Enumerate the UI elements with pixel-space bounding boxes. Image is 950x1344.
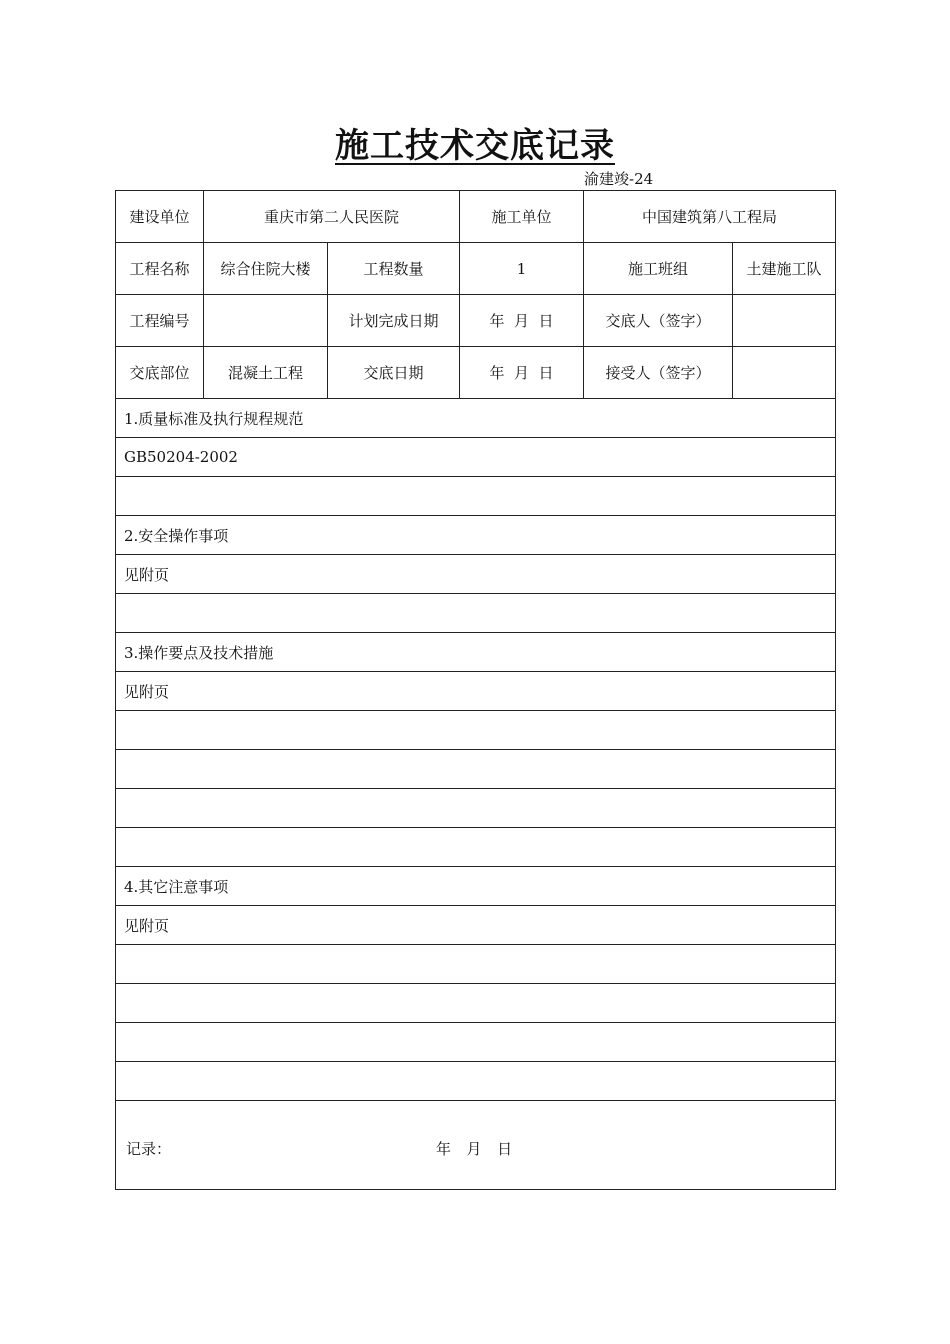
discloser-label: 交底人（签字） xyxy=(584,295,733,347)
section-4-title: 4.其它注意事项 xyxy=(116,867,836,906)
section-4-line-2[interactable] xyxy=(116,945,836,984)
section-2-line-2[interactable] xyxy=(116,594,836,633)
section-3-title: 3.操作要点及技术措施 xyxy=(116,633,836,672)
section-3-line-2[interactable] xyxy=(116,711,836,750)
team-label: 施工班组 xyxy=(584,243,733,295)
record-date: 年 月 日 xyxy=(436,1140,515,1158)
section-3-line-1[interactable]: 见附页 xyxy=(116,672,836,711)
build-unit-label: 建设单位 xyxy=(116,191,204,243)
section-2-title: 2.安全操作事项 xyxy=(116,516,836,555)
section-3-line-5[interactable] xyxy=(116,828,836,867)
plan-date-label: 计划完成日期 xyxy=(328,295,460,347)
receiver-signature[interactable] xyxy=(733,347,836,399)
quantity-label: 工程数量 xyxy=(328,243,460,295)
part-value[interactable]: 混凝土工程 xyxy=(204,347,328,399)
record-cell[interactable] xyxy=(116,1101,836,1190)
build-unit-value[interactable]: 重庆市第二人民医院 xyxy=(204,191,460,243)
section-1-line-1[interactable]: GB50204-2002 xyxy=(116,438,836,477)
header-row-3 xyxy=(116,295,836,347)
construct-unit-label: 施工单位 xyxy=(460,191,584,243)
disclose-date-label: 交底日期 xyxy=(328,347,460,399)
quantity-value[interactable]: 1 xyxy=(460,243,584,295)
section-2-line-1[interactable]: 见附页 xyxy=(116,555,836,594)
part-label: 交底部位 xyxy=(116,347,204,399)
team-value[interactable]: 土建施工队 xyxy=(733,243,836,295)
discloser-signature[interactable] xyxy=(733,295,836,347)
section-3-line-3[interactable] xyxy=(116,750,836,789)
section-1-line-2[interactable] xyxy=(116,477,836,516)
header-row-1 xyxy=(116,191,836,243)
plan-date-value[interactable]: 年 月 日 xyxy=(460,295,584,347)
receiver-label: 接受人（签字） xyxy=(584,347,733,399)
record-label: 记录： xyxy=(126,1140,172,1158)
disclose-date-value[interactable]: 年 月 日 xyxy=(460,347,584,399)
section-4-line-3[interactable] xyxy=(116,984,836,1023)
section-1-title: 1.质量标准及执行规程规范 xyxy=(116,399,836,438)
header-row-4 xyxy=(116,347,836,399)
form-code: 渝建竣-24 xyxy=(584,170,654,188)
record-row xyxy=(116,1101,836,1190)
disclosure-form-table xyxy=(115,190,836,1190)
section-4-line-5[interactable] xyxy=(116,1062,836,1101)
project-no-label: 工程编号 xyxy=(116,295,204,347)
section-3-line-4[interactable] xyxy=(116,789,836,828)
section-4-line-1[interactable]: 见附页 xyxy=(116,906,836,945)
project-name-value[interactable]: 综合住院大楼 xyxy=(204,243,328,295)
section-4-line-4[interactable] xyxy=(116,1023,836,1062)
form-title: 施工技术交底记录 xyxy=(335,126,615,166)
project-no-value[interactable] xyxy=(204,295,328,347)
construct-unit-value[interactable]: 中国建筑第八工程局 xyxy=(584,191,836,243)
project-name-label: 工程名称 xyxy=(116,243,204,295)
header-row-2 xyxy=(116,243,836,295)
